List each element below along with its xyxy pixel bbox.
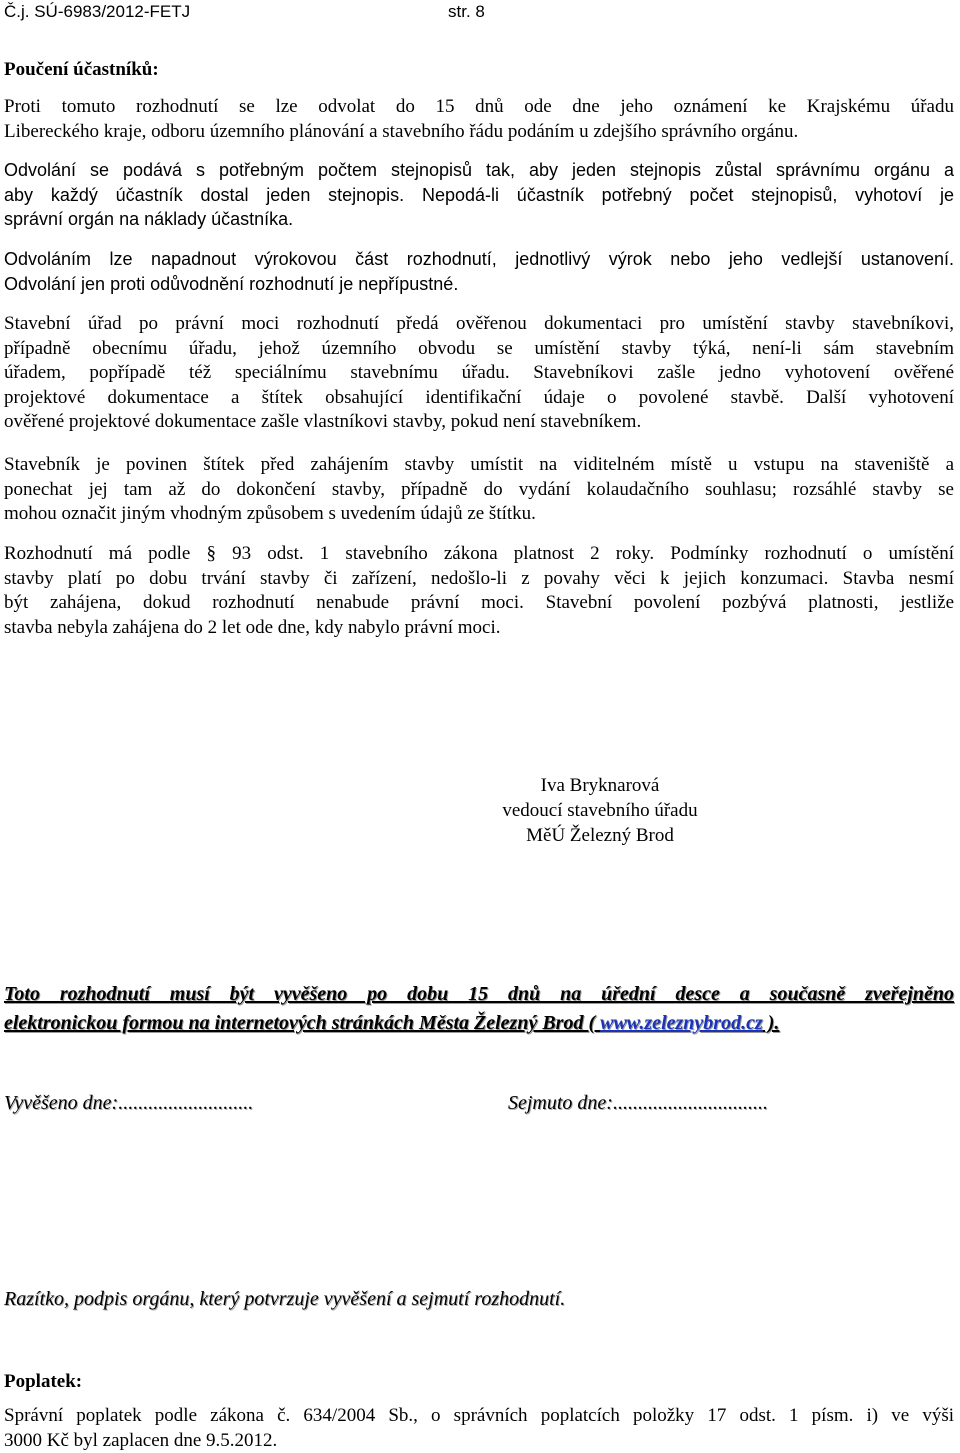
scope-paragraph	[4, 247, 954, 296]
text-line: Stavební úřad po právní moci rozhodnutí předá ověřenou dokumentaci pro umístění stavby stavebníkovi,	[4, 312, 954, 337]
signatory-office: MěÚ Železný Brod	[420, 823, 780, 848]
validity-paragraph	[4, 542, 954, 640]
signatory-name: Iva Bryknarová	[420, 773, 780, 798]
document-header	[4, 2, 190, 22]
text-line: stavba nebyla zahájena do 2 let ode dne, kdy nabylo právní moci.	[4, 616, 954, 641]
text-line: 3000 Kč byl zaplacen dne 9.5.2012.	[4, 1429, 954, 1453]
fee-paragraph	[4, 1404, 954, 1453]
text-line: Libereckého kraje, odboru územního plánování a stavebního řádu podáním u zdejšího správního orgánu.	[4, 120, 954, 145]
website-link[interactable]: www.zeleznybrod.cz	[600, 1012, 763, 1034]
signatory-role: vedoucí stavebního úřadu	[420, 798, 780, 823]
text-line: správní orgán na náklady účastníka.	[4, 207, 954, 232]
posted-date: Vyvěšeno dne:...........................	[4, 1092, 253, 1115]
publication-notice	[4, 980, 954, 1038]
text-line: Rozhodnutí má podle § 93 odst. 1 stavebního zákona platnost 2 roky. Podmínky rozhodnutí o umístění	[4, 542, 954, 567]
text-line: mohou označit jiným vhodným způsobem s uvedením údajů ze štítku.	[4, 502, 954, 527]
text-line: Proti tomuto rozhodnutí se lze odvolat do 15 dnů ode dne jeho oznámení ke Krajskému úřadu	[4, 95, 954, 120]
label-paragraph	[4, 453, 954, 527]
stamp-note: Razítko, podpis orgánu, který potvrzuje vyvěšení a sejmutí rozhodnutí.	[4, 1288, 565, 1311]
documentation-paragraph	[4, 312, 954, 435]
copies-paragraph	[4, 158, 954, 232]
text-line: Odvolání se podává s potřebným počtem stejnopisů tak, aby jeden stejnopis zůstal správnímu orgánu a	[4, 158, 954, 183]
removed-date: Sejmuto dne:...............................	[508, 1092, 768, 1115]
text-line: aby každý účastník dostal jeden stejnopis. Nepodá-li účastník potřebný počet stejnopisů, vyhotoví je	[4, 183, 954, 208]
page-number: str. 8	[448, 2, 485, 22]
text-line: úřadem, popřípadě též speciálnímu stavebnímu úřadu. Stavebníkovi zašle jedno vyhotovení ověřené	[4, 361, 954, 386]
text-line: projektové dokumentace a štítek obsahující identifikační údaje o povolené stavbě. Další vyhotovení	[4, 386, 954, 411]
text-line: Odvolání jen proti odůvodnění rozhodnutí je nepřípustné.	[4, 272, 954, 297]
text-line: stavby platí po dobu trvání stavby či zařízení, nedošlo-li z povahy věci k jejich konzumaci. Stavba nesmí	[4, 567, 954, 592]
text-line: ověřené projektové dokumentace zašle vlastníkovi stavby, pokud není stavebníkem.	[4, 410, 954, 435]
notice-line: Toto rozhodnutí musí být vyvěšeno po dobu 15 dnů na úřední desce a současně zveřejněno	[4, 980, 954, 1009]
notice-text: ).	[763, 1012, 780, 1034]
notice-text: elektronickou formou na internetových stránkách Města Železný Brod (	[4, 1012, 600, 1034]
text-line: Odvoláním lze napadnout výrokovou část rozhodnutí, jednotlivý výrok nebo jeho vedlejší ustanovení.	[4, 247, 954, 272]
text-line: případně obecnímu úřadu, jehož územního obvodu se umístění stavby týká, není-li sám stavebním	[4, 337, 954, 362]
fee-title: Poplatek:	[4, 1370, 954, 1395]
appeal-paragraph	[4, 95, 954, 144]
text-line: být zahájena, dokud rozhodnutí nenabude právní moci. Stavební povolení pozbývá platnosti, jestliže	[4, 591, 954, 616]
section-title: Poučení účastníků:	[4, 58, 954, 83]
signature-block	[420, 773, 780, 848]
notice-line	[4, 1009, 954, 1038]
text-line: Správní poplatek podle zákona č. 634/2004 Sb., o správních poplatcích položky 17 odst. 1 písm. i) ve výši	[4, 1404, 954, 1429]
text-line: Stavebník je povinen štítek před zahájením stavby umístit na viditelném místě u vstupu na staveniště a	[4, 453, 954, 478]
text-line: ponechat jej tam až do dokončení stavby, případně do vydání kolaudačního souhlasu; rozsáhlé stavby se	[4, 478, 954, 503]
reference-number: Č.j. SÚ-6983/2012-FETJ	[4, 2, 190, 21]
